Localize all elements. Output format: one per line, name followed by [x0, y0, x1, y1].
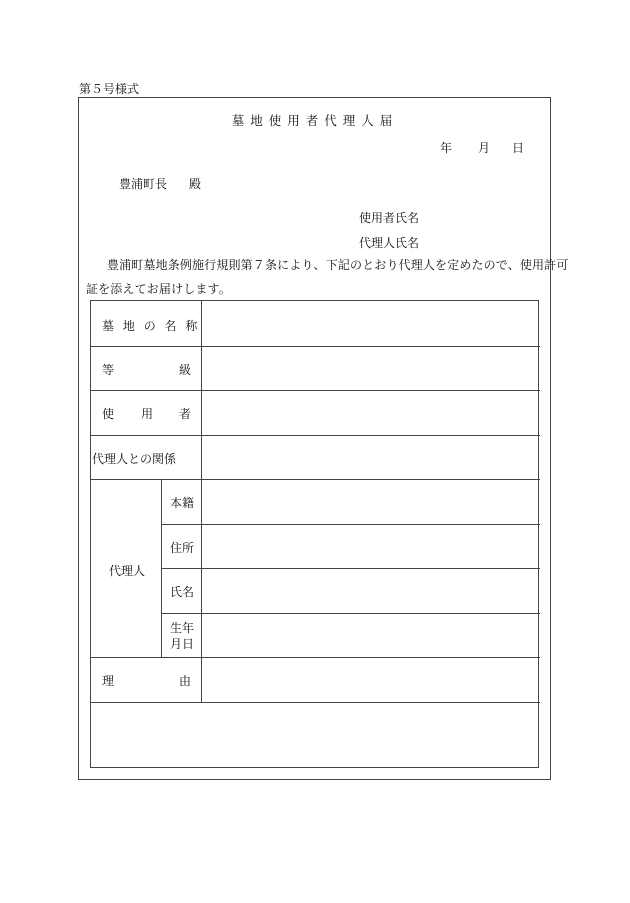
label-grade-2: 級	[179, 363, 192, 377]
agent-relation-field[interactable]	[202, 436, 539, 479]
grade-field[interactable]	[202, 347, 539, 390]
agent-name-label: 代理人氏名	[359, 236, 420, 250]
user-name-label: 使用者氏名	[359, 211, 420, 225]
agent-name-field[interactable]	[202, 569, 539, 613]
cemetery-name-field[interactable]	[202, 301, 539, 346]
label-reason-2: 由	[179, 674, 192, 688]
column-divider	[161, 479, 162, 657]
label-agent-address: 住所	[170, 541, 195, 555]
label-grade: 等	[102, 363, 115, 377]
label-reason-1: 理	[102, 674, 115, 688]
label-agent-birth-1: 生年	[170, 621, 195, 635]
document-title: 墓地使用者代理人届	[231, 113, 399, 128]
reason-detail-area[interactable]	[92, 703, 539, 767]
form-table	[90, 300, 539, 768]
label-agent-relation: 代理人との関係	[92, 452, 177, 466]
reason-field[interactable]	[202, 658, 539, 702]
label-user-2: 用	[141, 407, 154, 421]
label-agent-domicile: 本籍	[170, 496, 195, 510]
agent-address-field[interactable]	[202, 525, 539, 568]
body-text-line-1: 豊浦町墓地条例施行規則第７条により、下記のとおり代理人を定めたので、使用許可	[107, 258, 569, 272]
label-user-3: 者	[179, 407, 192, 421]
agent-domicile-field[interactable]	[202, 480, 539, 524]
label-agent-birth-2: 月日	[170, 637, 195, 651]
form-number: 第５号様式	[79, 82, 140, 96]
label-agent-name: 氏名	[170, 585, 195, 599]
user-field[interactable]	[202, 391, 539, 435]
date-day-label: 日	[512, 141, 525, 155]
agent-birthdate-field[interactable]	[202, 614, 539, 657]
addressee-honorific: 殿	[189, 177, 202, 191]
body-text-line-2: 証を添えてお届けします。	[86, 282, 231, 296]
label-user-1: 使	[102, 407, 115, 421]
date-month-label: 月	[478, 141, 491, 155]
date-year-label: 年	[440, 141, 453, 155]
addressee-name: 豊浦町長	[119, 177, 168, 191]
label-cemetery-name: 墓 地 の 名 称	[102, 319, 198, 333]
label-agent-group: 代理人	[109, 564, 146, 578]
